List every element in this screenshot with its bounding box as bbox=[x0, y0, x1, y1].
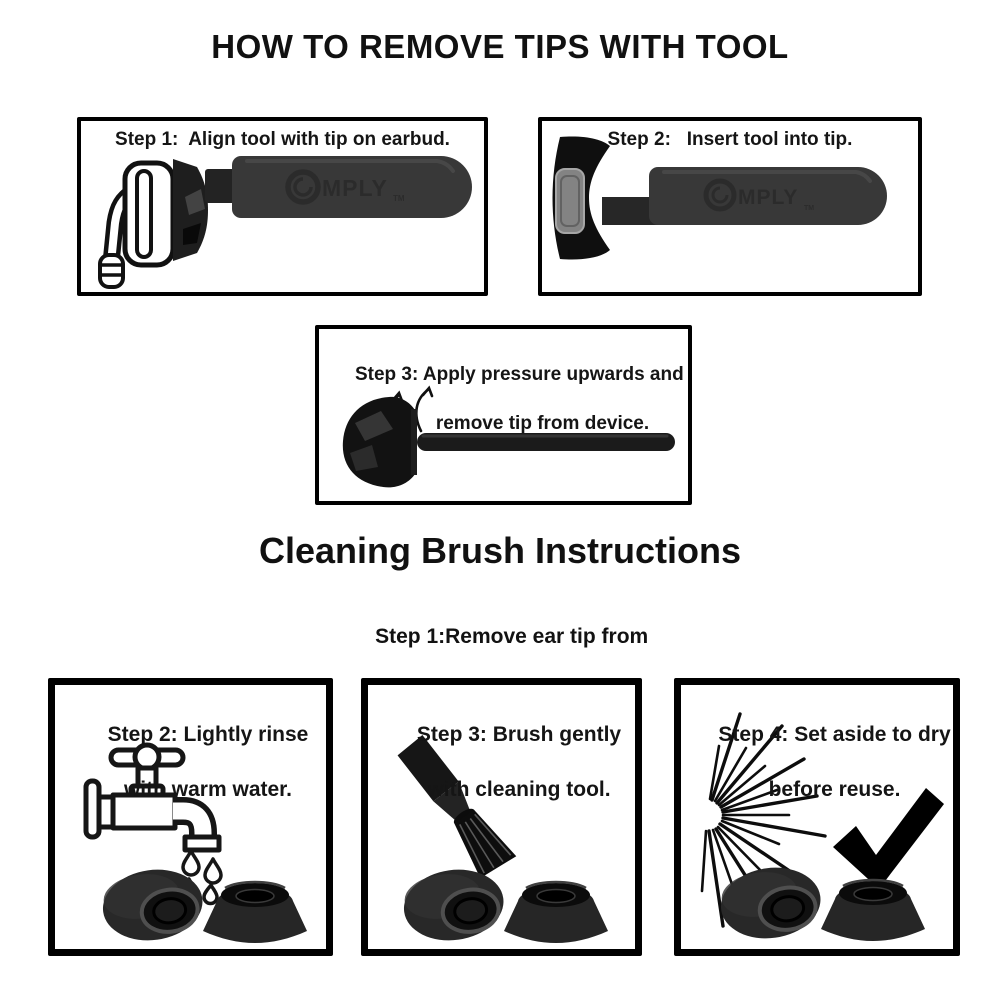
panel-caption: Step 2: Insert tool into tip. bbox=[607, 129, 853, 150]
panel-caption bbox=[681, 694, 953, 830]
panel-clean-step4 bbox=[674, 678, 960, 956]
ear-tips-icon bbox=[716, 861, 925, 944]
panel-remove-step2 bbox=[538, 117, 922, 296]
svg-text:MPLY: MPLY bbox=[738, 186, 799, 209]
svg-text:TM: TM bbox=[393, 194, 405, 203]
faucet-mouth bbox=[185, 837, 219, 850]
panel-clean-step3 bbox=[361, 678, 642, 956]
caption-line-2: with warm water. bbox=[123, 777, 293, 801]
ear-tips-icon bbox=[98, 863, 307, 946]
removal-tool-icon bbox=[205, 156, 472, 218]
caption-line-1: Step 3: Brush gently bbox=[416, 723, 622, 747]
caption-line-1: Step 3: Apply pressure upwards and bbox=[354, 363, 684, 385]
foam-tip-icon bbox=[553, 136, 611, 259]
panel-caption: Step 1: Align tool with tip on earbud. bbox=[115, 129, 450, 150]
svg-text:TM: TM bbox=[804, 205, 815, 212]
panel-clean-step2 bbox=[48, 678, 333, 956]
panel-remove-step1 bbox=[77, 117, 488, 296]
caption-line-2: remove tip from device. bbox=[435, 413, 650, 435]
cleaning-step1-line1: Step 1:Remove ear tip from bbox=[375, 624, 649, 648]
panel-caption bbox=[368, 694, 635, 830]
caption-line-1: Step 4: Set aside to dry bbox=[718, 723, 951, 747]
caption-line-1: Step 2: Lightly rinse bbox=[107, 723, 309, 747]
ear-tips-icon bbox=[399, 863, 608, 946]
caption-line-2: with cleaning tool. bbox=[427, 777, 611, 801]
cleaning-section-title: Cleaning Brush Instructions bbox=[258, 530, 742, 571]
cleaning-removal-tool-icon bbox=[602, 167, 887, 225]
page-title: HOW TO REMOVE TIPS WITH TOOL bbox=[211, 28, 789, 65]
panel-caption bbox=[55, 694, 326, 830]
panel-remove-step3 bbox=[315, 325, 692, 505]
earbud-icon bbox=[100, 159, 208, 287]
panel-caption bbox=[319, 338, 688, 486]
svg-text:MPLY: MPLY bbox=[322, 175, 388, 201]
caption-line-2: before reuse. bbox=[768, 777, 901, 801]
